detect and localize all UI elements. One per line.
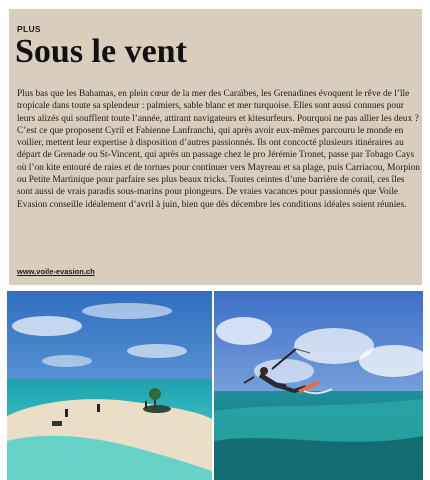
- beach-photo: [7, 291, 212, 480]
- article-panel: [9, 9, 422, 285]
- kitesurfer-photo: [214, 291, 423, 480]
- article-title: Sous le vent: [15, 33, 187, 70]
- section-kicker: PLUS: [17, 24, 41, 34]
- website-link[interactable]: www.voile-evasion.ch: [17, 267, 95, 276]
- article-body: Plus bas que les Bahamas, en plein cœur de la mer des Caraïbes, les Grenadines évoquent le rêve de l’île tropicale dans toute sa splendeur : palmiers, sable blanc et mer turquoise. Elles sont aussi connues pour leurs alizés qui soufflent toute l’année, attirant navigateurs et kitesurfeurs. Pourquoi ne pas allier les deux ? C’est ce que proposent Cyril et Fabienne Lanfranchi, qui après avoir eux-mêmes parcouru le monde en voilier, mettent leur expertise à disposition d’autres passionnés. Ils ont concocté plusieurs itinéraires au départ de Grenade ou St-Vincent, qui après un passage chez le pro Jérémie Tronet, passe par Tobago Cays où l’on kite entouré de raies et de tortues pour continuer vers Mayreau et sa plage, puis Carriacou, Morpion ou Petite Martinique pour parfaire ses plus beaux tricks. Toutes ceintes d’une barrière de corail, ces îles sont aussi de vrais paradis sous-marins pour plongeurs. De vraies vacances pour passionnés que Voile Evasion conseille idéalement d’avril à juin, bien que dès décembre les conditions idéales soient réunies.: [17, 89, 420, 210]
